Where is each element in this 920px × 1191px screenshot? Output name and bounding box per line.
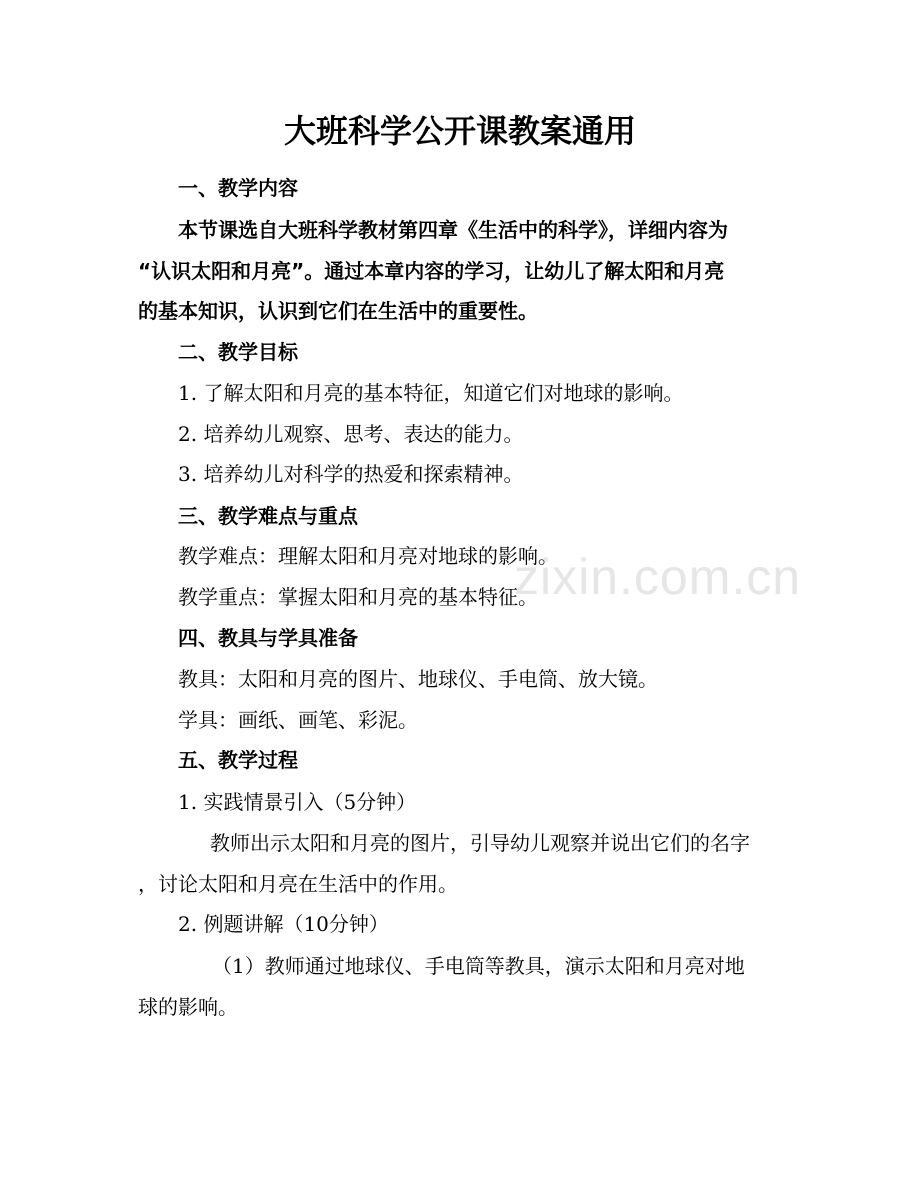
paragraph-line: 球的影响。: [138, 995, 238, 1019]
section-heading-materials: 四、教具与学具准备: [178, 626, 358, 650]
list-item: 3. 培养幼儿对科学的热爱和探索精神。: [178, 462, 524, 486]
paragraph-line: 教学重点：掌握太阳和月亮的基本特征。: [178, 585, 538, 609]
watermark: zixin.com.cn: [514, 549, 802, 605]
paragraph-line: 的基本知识，认识到它们在生活中的重要性。: [138, 299, 538, 323]
section-heading-content: 一、教学内容: [178, 176, 298, 200]
list-item: 1. 实践情景引入（5分钟）: [178, 790, 417, 814]
paragraph-line: 本节课选自大班科学教材第四章《生活中的科学》，详细内容为: [178, 218, 728, 242]
paragraph-line: 教具：太阳和月亮的图片、地球仪、手电筒、放大镜。: [178, 667, 658, 691]
paragraph-line: “认识太阳和月亮”。通过本章内容的学习，让幼儿了解太阳和月亮: [138, 259, 725, 283]
list-item: 2. 例题讲解（10分钟）: [178, 912, 389, 936]
section-heading-process: 五、教学过程: [178, 748, 298, 772]
paragraph-line: 教师出示太阳和月亮的图片，引导幼儿观察并说出它们的名字: [210, 831, 750, 855]
paragraph-line: 学具：画纸、画笔、彩泥。: [178, 708, 418, 732]
paragraph-line: 教学难点：理解太阳和月亮对地球的影响。: [178, 544, 558, 568]
paragraph-line: ，讨论太阳和月亮在生活中的作用。: [138, 872, 458, 896]
paragraph-line: （1）教师通过地球仪、手电筒等教具，演示太阳和月亮对地: [212, 954, 745, 978]
section-heading-key-points: 三、教学难点与重点: [178, 504, 358, 528]
section-heading-objectives: 二、教学目标: [178, 340, 298, 364]
list-item: 1. 了解太阳和月亮的基本特征，知道它们对地球的影响。: [178, 381, 684, 405]
list-item: 2. 培养幼儿观察、思考、表达的能力。: [178, 422, 524, 446]
document-title: 大班科学公开课教案通用: [283, 112, 636, 150]
